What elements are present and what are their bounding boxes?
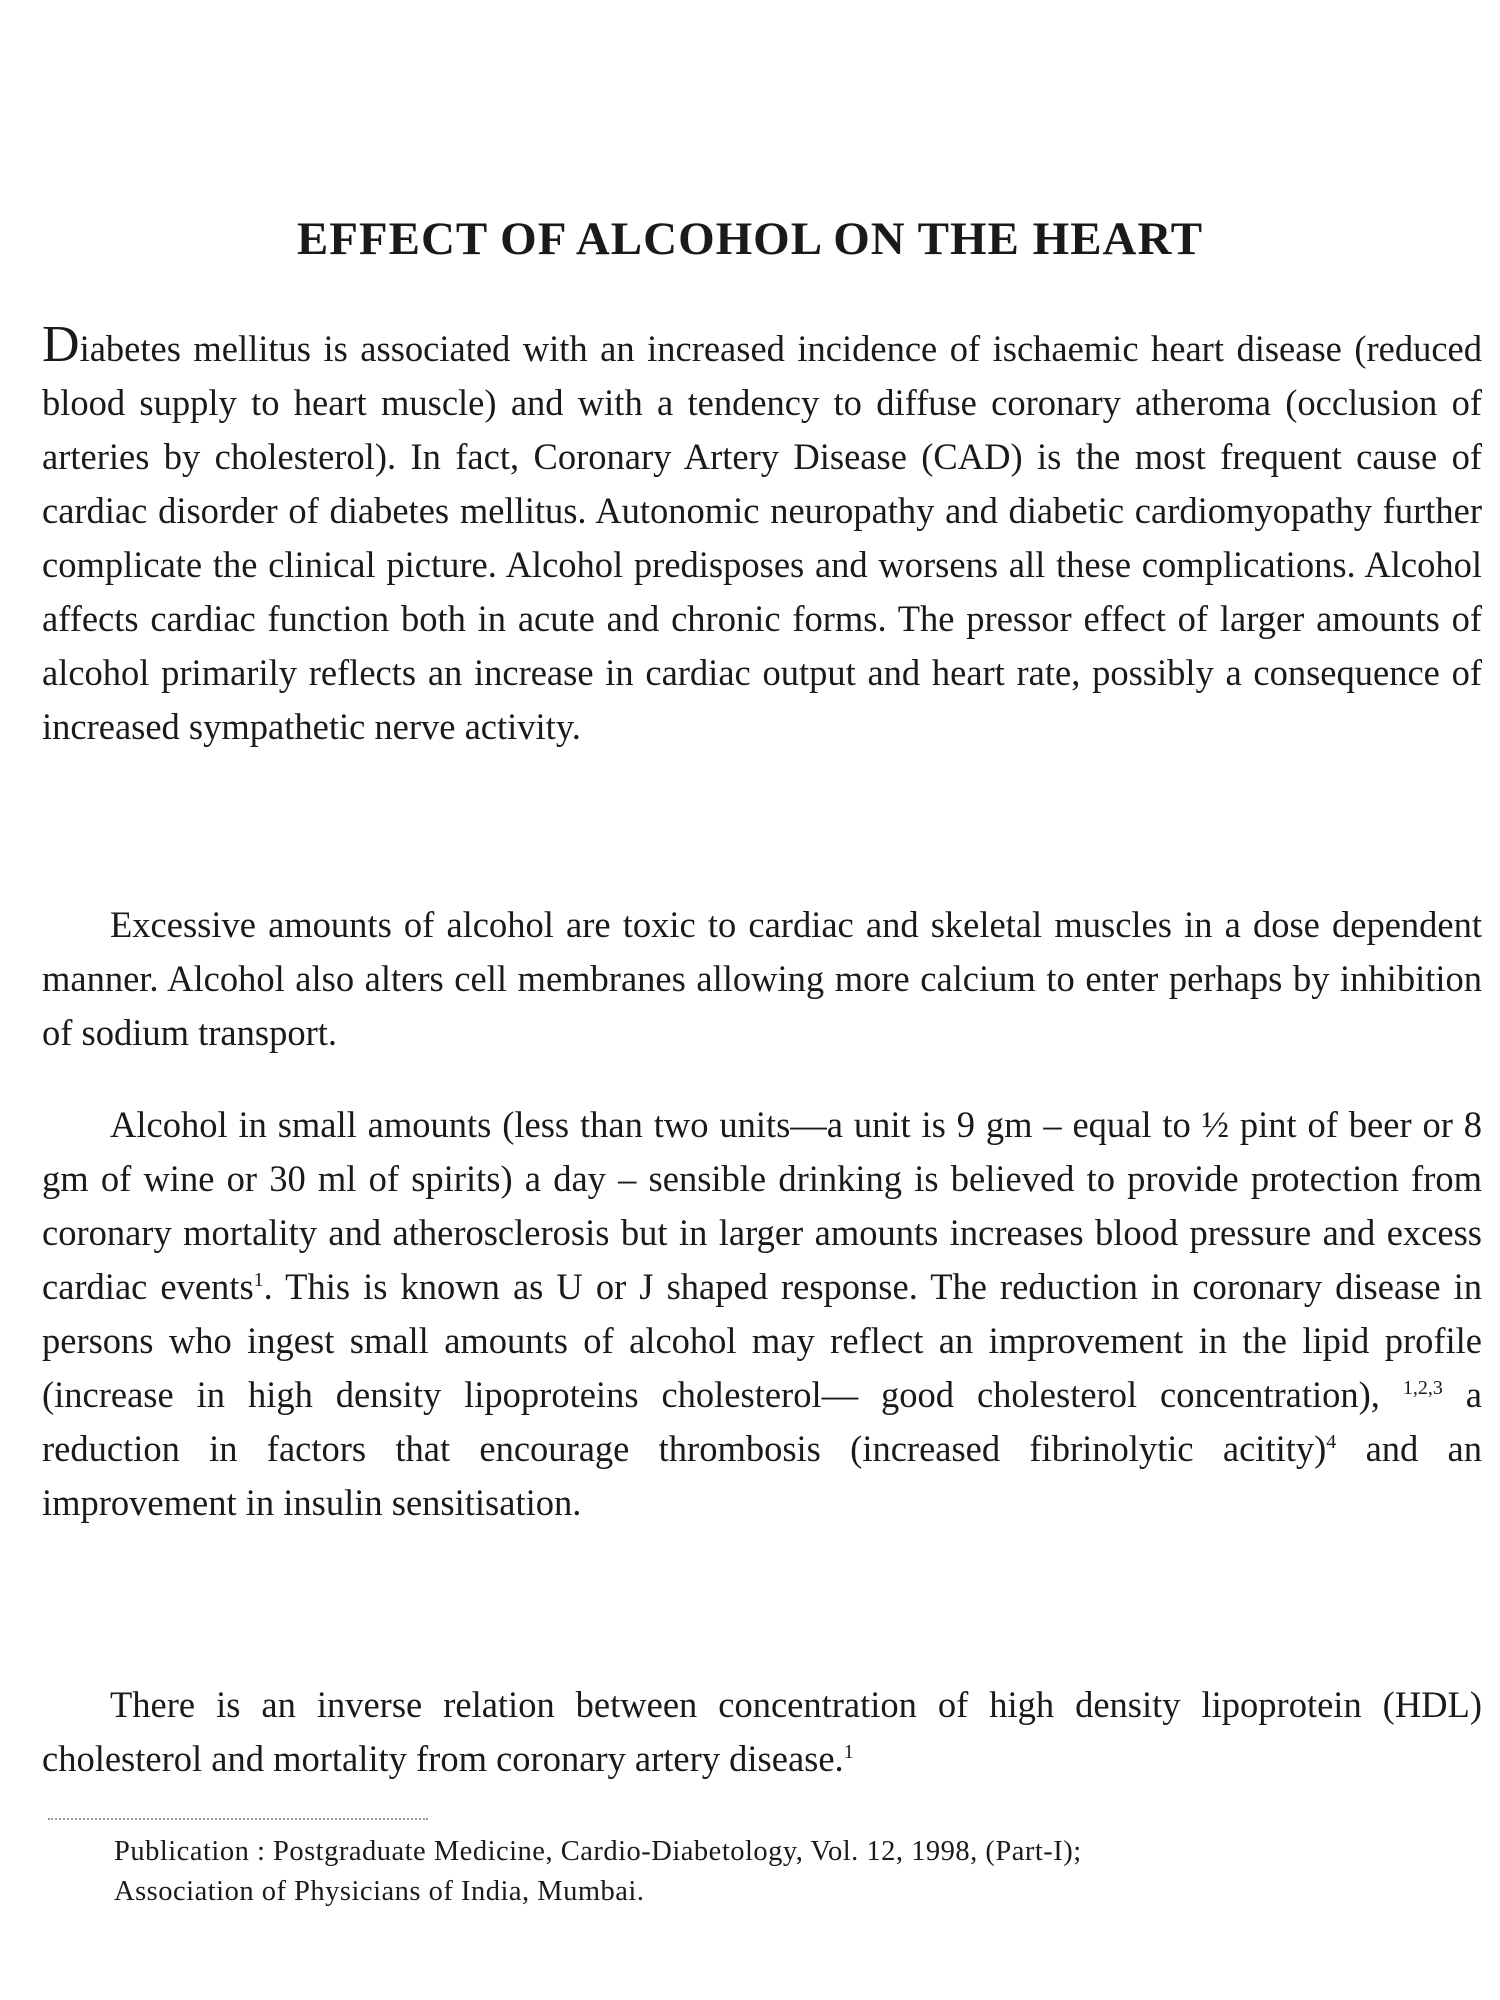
paragraph-toxicity-text: Excessive amounts of alcohol are toxic to cardiac and skeletal muscles in a dose dependent manner. Alcohol also alters cell membranes allowing more calcium to enter perhaps by inhibition of sodium transport. — [42, 904, 1482, 1053]
publication-footnote — [114, 1832, 1484, 1912]
footnote-line-1: Publication : Postgraduate Medicine, Cardio-Diabetology, Vol. 12, 1998, (Part-I); — [114, 1836, 1082, 1867]
paragraph-small-amounts — [42, 1098, 1482, 1530]
citation-superscript: 1 — [253, 1268, 264, 1291]
paragraph-intro — [42, 318, 1482, 754]
paragraph-toxicity — [42, 898, 1482, 1060]
footnote-divider — [48, 1818, 428, 1820]
drop-cap-letter: D — [42, 316, 80, 373]
citation-superscript: 1 — [843, 1740, 854, 1763]
citation-superscript: 1,2,3 — [1402, 1376, 1443, 1399]
page-title: EFFECT OF ALCOHOL ON THE HEART — [296, 213, 1204, 265]
paragraph-hdl-text: There is an inverse relation between concentration of high density lipoprotein (HDL) cholesterol and mortality from coronary artery disease. — [42, 1684, 1482, 1779]
paragraph-hdl — [42, 1678, 1482, 1786]
footnote-line-2: Association of Physicians of India, Mumbai. — [114, 1876, 645, 1907]
paragraph-small-amounts-text-1: Alcohol in small amounts (less than two units—a unit is 9 gm – equal to ½ pint of beer or 8 gm of wine or 30 ml of spirits) a day – sensible drinking is believed to provide protection from coronary mortality and atherosclerosis but in larger amounts increases blood pressure and excess cardiac events — [42, 1104, 1482, 1307]
paragraph-small-amounts-text-2: . This is known as U or J shaped response. The reduction in coronary disease in persons who ingest small amounts of alcohol may reflect an improvement in the lipid profile (increase in high density lipoproteins cholesterol— good cholesterol concentration), — [42, 1266, 1482, 1415]
paragraph-intro-text: iabetes mellitus is associated with an increased incidence of ischaemic heart disease (reduced blood supply to heart muscle) and with a tendency to diffuse coronary atheroma (occlusion of arteries by cholesterol). In fact, Coronary Artery Disease (CAD) is the most frequent cause of cardiac disorder of diabetes mellitus. Autonomic neuropathy and diabetic cardiomyopathy further complicate the clinical picture. Alcohol predisposes and worsens all these complications. Alcohol affects cardiac function both in acute and chronic forms. The pressor effect of larger amounts of alcohol primarily reflects an increase in cardiac output and heart rate, possibly a consequence of increased sympathetic nerve activity. — [42, 328, 1482, 747]
paragraph-small-amounts-text-4: and an improvement in insulin sensitisation. — [42, 1428, 1483, 1523]
paragraph-small-amounts-text-3: a reduction in factors that encourage thrombosis (increased fibrinolytic acitity) — [42, 1374, 1483, 1469]
citation-superscript: 4 — [1326, 1430, 1337, 1453]
